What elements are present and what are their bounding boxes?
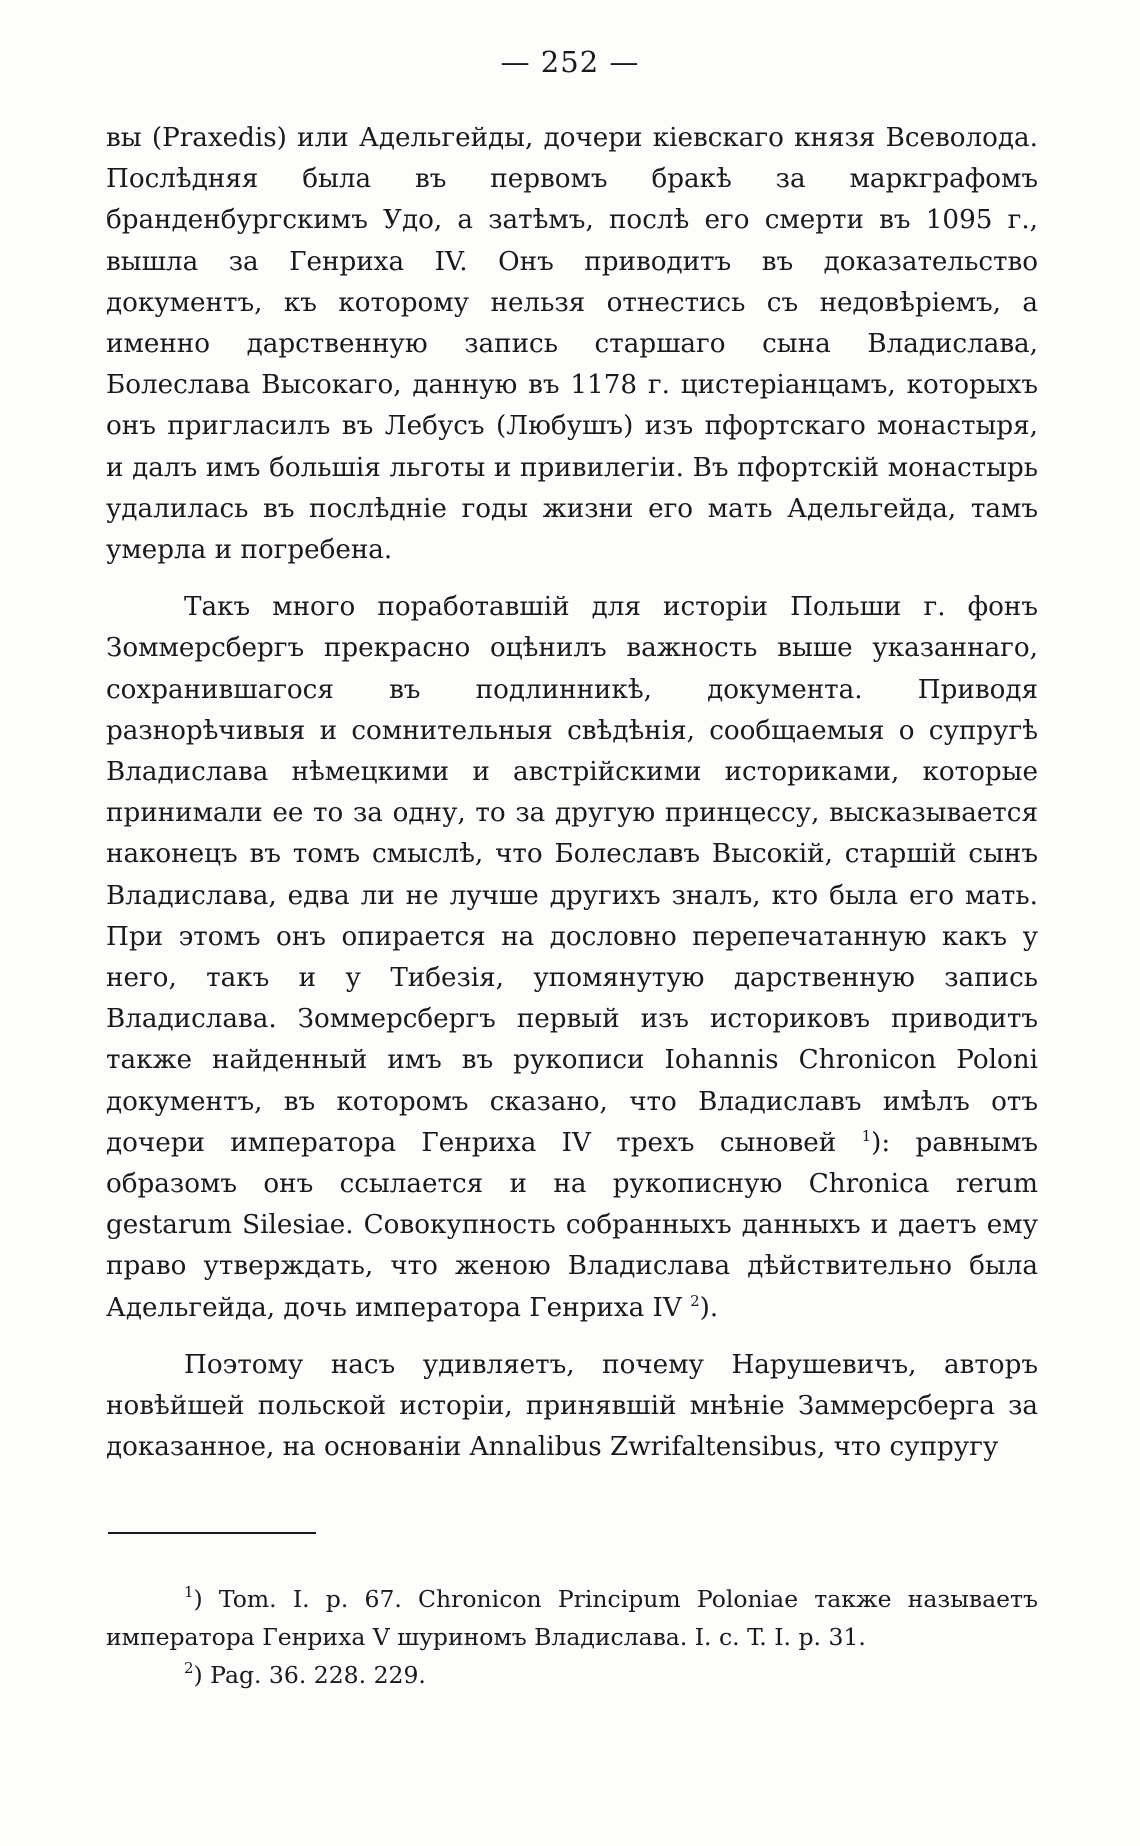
paragraph-2-text-b: ): равнымъ образомъ онъ ссылается и на рукописную Chronica rerum gestarum Silesiae. Совокупность собранныхъ данныхъ и даетъ ему право утверждать, что женою Владислава дѣйствительно была Адельгейда, дочь императора Генриха IV xyxy=(106,1127,1039,1323)
main-text xyxy=(106,118,1038,1469)
paragraph-3-text: Поэтому насъ удивляетъ, почему Нарушевичъ, авторъ новѣйшей польской исторіи, принявшій мнѣніе Заммерсберга за доказанное, на основаніи Annalibus Zwrifaltensibus, что супругу xyxy=(106,1349,1038,1463)
footnote-2-marker: 2 xyxy=(184,1659,194,1677)
footnote-1-marker: 1 xyxy=(184,1583,194,1601)
paragraph-2-text-c: ). xyxy=(699,1292,719,1323)
paragraph-1-text: вы (Praxedis) или Адельгейды, дочери кіевскаго князя Всеволода. Послѣдняя была въ первомъ бракѣ за маркграфомъ бранденбургскимъ Удо, а затѣмъ, послѣ его смерти въ 1095 г., вышла за Генриха IV. Онъ приводитъ въ доказательство документъ, къ которому нельзя отнестись съ недовѣріемъ, а именно дарственную запись старшаго сына Владислава, Болеслава Высокаго, данную въ 1178 г. цистеріанцамъ, которыхъ онъ пригласилъ въ Лебусъ (Любушъ) изъ пфортскаго монастыря, и далъ имъ большія льготы и привилегіи. Въ пфортскій монастырь удалилась въ послѣдніе годы жизни его мать Адельгейда, тамъ умерла и погребена. xyxy=(106,123,1038,566)
paragraph-1 xyxy=(106,118,1038,571)
footnote-2-text: ) Pag. 36. 228. 229. xyxy=(193,1661,426,1689)
paragraph-3 xyxy=(106,1345,1038,1469)
footnote-ref-2: 2 xyxy=(690,1291,700,1310)
footnote-1 xyxy=(106,1580,1038,1656)
footnote-2 xyxy=(106,1656,1038,1694)
footnote-1-text: ) Tom. I. p. 67. Chronicon Principum Poloniae также называетъ императора Генриха V шуриномъ Владислава. I. c. T. I. p. 31. xyxy=(106,1585,1038,1651)
paragraph-2 xyxy=(106,587,1038,1329)
page-number: — 252 — xyxy=(500,45,640,79)
footnote-separator xyxy=(108,1532,316,1534)
paragraph-2-text-a: Такъ много поработавшій для исторіи Польши г. фонъ Зоммерсбергъ прекрасно оцѣнилъ важность выше указаннаго, сохранившагося въ подлинникѣ, документа. Приводя разнорѣчивыя и сомнительныя свѣдѣнія, сообщаемыя о супругѣ Владислава нѣмецкими и австрійскими историками, которые принимали ее то за одну, то за другую принцессу, высказывается наконецъ въ томъ смыслѣ, что Болеславъ Высокій, старшій сынъ Владислава, едва ли не лучше другихъ зналъ, кто была его мать. При этомъ онъ опирается на дословно перепечатанную какъ у него, такъ и у Тибезія, упомянутую дарственную запись Владислава. Зоммерсбергъ первый изъ историковъ приводитъ также найденный имъ въ рукописи Iohannis Chronicon Poloni документъ, въ которомъ сказано, что Владиславъ имѣлъ отъ дочери императора Генриха IV трехъ сыновей xyxy=(106,592,1038,1158)
footnotes xyxy=(106,1580,1038,1694)
footnote-ref-1: 1 xyxy=(861,1126,872,1145)
